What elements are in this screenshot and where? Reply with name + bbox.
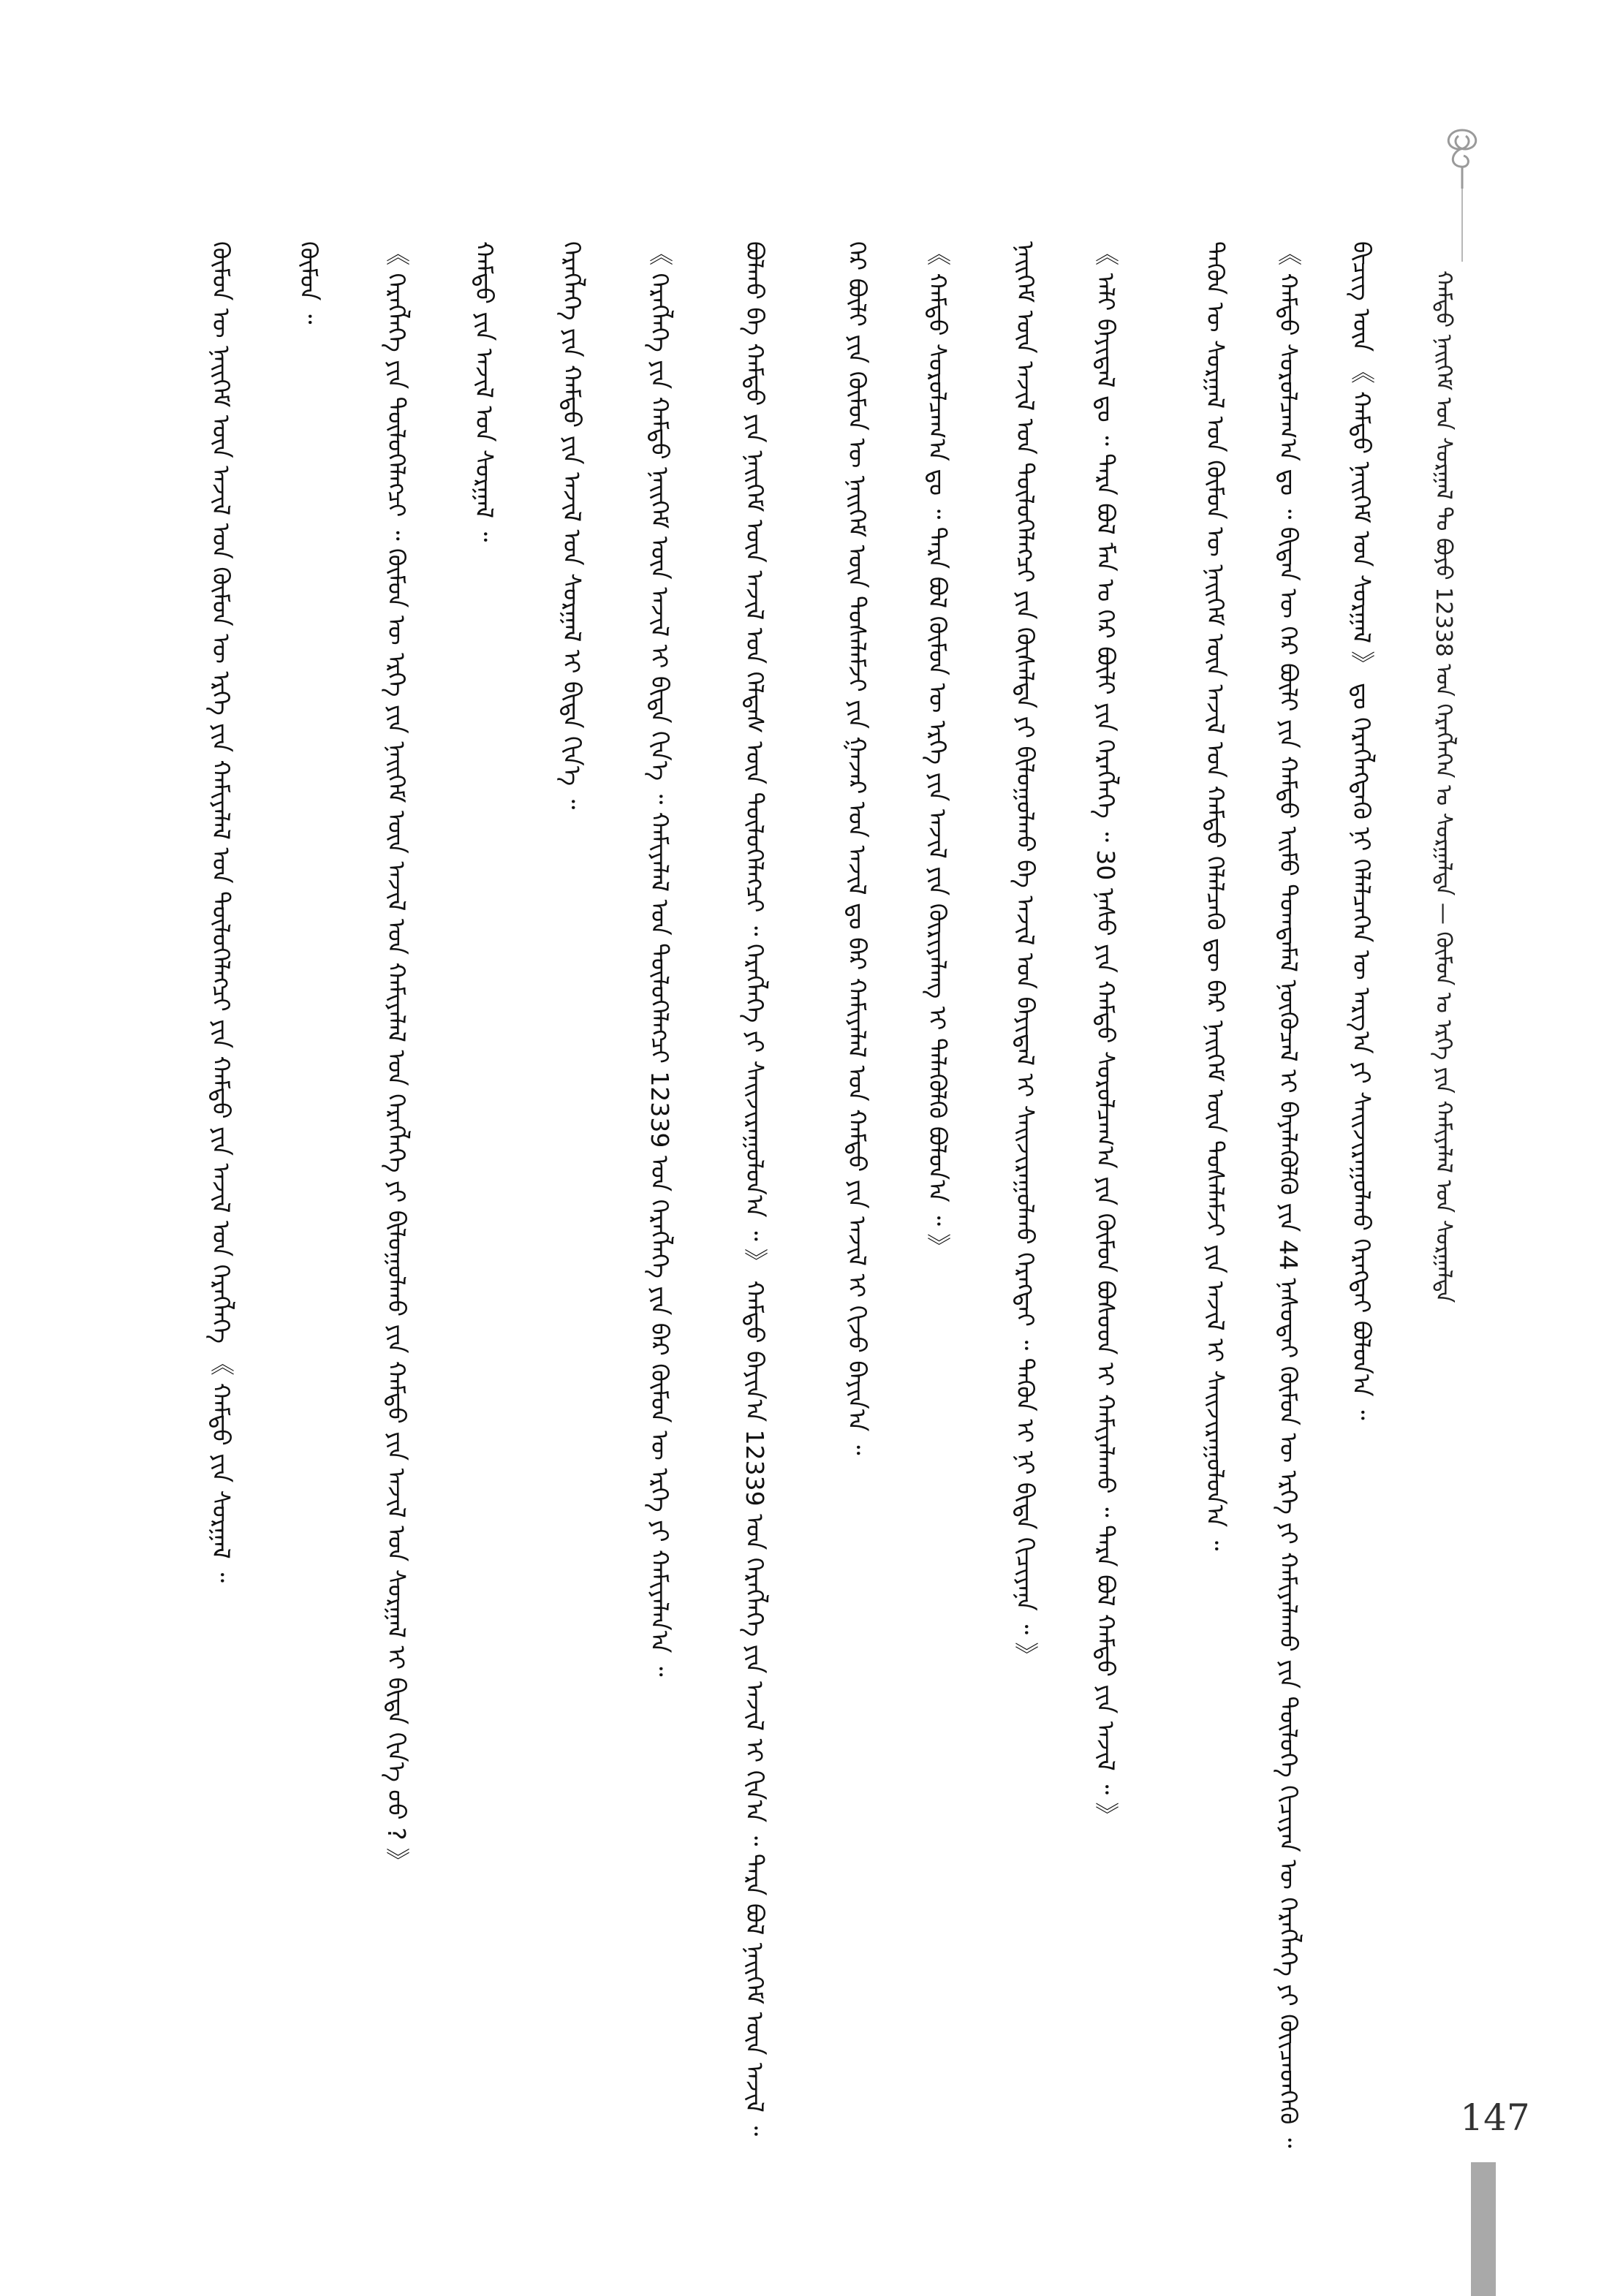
text-column: 《 ᠬᠠᠮᠲᠤ ᠰᠤᠷᠤᠯᠴᠠᠭ᠎ᠠ ᠳᠤ ᠃ ᠲᠡᠷᠡ ᠪᠣᠯ ᠬᠦᠮᠦᠨ ᠦ ᠡᠷᠬᠡ ᠶᠢᠨ ᠠᠵᠢᠯ ᠶᠢᠨ ᠬᠦᠷᠢᠶᠡᠯᠡᠩ ᠢ ᠲᠡᠯᠡᠭᠦᠯᠬᠦ ᠪᠣᠯᠤᠨ᠎ᠠ ᠃ 》 [923, 241, 952, 1258]
header-rule [1461, 189, 1463, 262]
text-column: ᠬᠦᠮᠦᠨ ᠦ ᠨᠡᠢᠭᠡᠮ ᠦᠨ ᠠᠵᠢᠯ ᠤᠨ ᠬᠦᠮᠦᠨ ᠦ ᠡᠷᠬᠡ ᠶᠢᠨ ᠬᠠᠮᠢᠶᠠᠯᠠᠯ ᠤᠨ ᠲᠥᠯᠥᠭᠡᠯᠡᠭᠴᠢ ᠶᠢᠨ ᠬᠠᠮᠲᠤ ᠶᠢᠨ ᠠᠵᠢᠯ ᠤᠨ ᠬᠡᠷᠡᠭᠯᠡᠭᠡ 《 ᠬᠠᠮᠲᠤ ᠶᠢᠨ ᠰᠤᠷᠭᠠᠯ ᠃ [207, 241, 235, 1583]
text-column: ᠬᠡᠷᠡᠭᠯᠡᠭᠡ ᠶᠢᠨ ᠬᠠᠮᠲᠤ ᠶᠢᠨ ᠠᠵᠢᠯ ᠤᠨ ᠰᠤᠷᠭᠠᠯ ᠢ ᠪᠢᠳᠡ ᠬᠢᠨ᠎ᠡ ᠃ [558, 241, 586, 810]
scroll-ornament-icon [1433, 123, 1491, 189]
text-column: ᠨᠡᠢᠭᠡᠮ ᠦᠨ ᠠᠵᠢᠯ ᠤᠨ ᠲᠥᠯᠥᠭᠡᠯᠡᠭᠴᠢ ᠶᠢᠨ ᠬᠦᠰᠡᠯᠲᠡ ᠶᠢ ᠪᠢᠯᠤᠭᠤᠯᠬᠤ ᠪᠠ ᠠᠵᠢᠯ ᠤᠨ ᠪᠠᠶᠢᠳᠠᠯ ᠢ ᠰᠠᠢᠵᠢᠷᠠᠭᠤᠯᠬᠤ ᠬᠡᠷᠡᠭᠲᠡᠢ ᠃ ᠲᠡᠭᠦᠨ ᠢ ᠨᠢ ᠪᠢᠳᠡ ᠬᠢᠴᠢᠶᠡᠨᠡ ᠃ 》 [1011, 241, 1040, 1667]
text-column: 《 ᠬᠡᠷᠡᠭᠯᠡᠭᠡ ᠶᠢᠨ ᠲᠥᠯᠥᠭᠡᠯᠡᠭᠴᠢ ᠃ ᠬᠦᠮᠦᠨ ᠦ ᠡᠷᠬᠡ ᠶᠢᠨ ᠨᠡᠢᠭᠡᠮ ᠦᠨ ᠠᠵᠢᠯ ᠤᠨ ᠬᠠᠮᠢᠶᠠᠯᠠᠯ ᠤᠨ ᠬᠡᠷᠡᠭᠯᠡᠭᠡ ᠶᠢ ᠪᠢᠯᠤᠭᠤᠯᠬᠤ ᠶᠢᠨ ᠬᠠᠮᠲᠤ ᠶᠢᠨ ᠠᠵᠢᠯ ᠤᠨ ᠰᠤᠷᠭᠠᠯ ᠢ ᠪᠢᠳᠡ ᠬᠢᠨ᠎ᠡ ᠤᠤ ? 》 [382, 241, 411, 1873]
text-column: 《 ᠬᠠᠮᠲᠤ ᠰᠤᠷᠤᠯᠴᠠᠭ᠎ᠠ ᠳᠤ ᠃ ᠪᠢᠳᠡᠨ ᠦ ᠭᠡᠷ ᠪᠦᠯᠢ ᠶᠢᠨ ᠬᠠᠮᠲᠤ ᠡᠢᠮᠦ ᠲᠣᠭᠲᠠᠮᠠᠯ ᠨᠥᠬᠦᠴᠡᠯ ᠢ ᠪᠡᠶᠡᠯᠡᠭᠦᠯᠬᠦ ᠶᠢᠨ 44 ᠨᠠᠰᠤᠲᠠᠢ ᠬᠦᠮᠦᠨ ᠦ ᠡᠷᠬᠡ ᠶᠢ ᠬᠠᠮᠢᠶᠠᠯᠠᠬᠤ ᠶᠢᠨ ᠲᠥᠯᠥᠭᠡ ᠬᠢᠴᠢᠶᠡᠨ ᠦ ᠬᠡᠷᠡᠭᠯᠡᠭᠡ ᠶᠢ ᠭᠦᠢᠴᠡᠳᠭᠡᠬᠦ ᠃ [1274, 241, 1303, 2148]
text-column: ᠬᠦᠮᠦᠨ ᠃ [295, 241, 323, 325]
text-column: ᠪᠣᠯᠬᠤ ᠪᠠ ᠬᠠᠮᠲᠤ ᠶᠢᠨ ᠨᠡᠢᠭᠡᠮ ᠦᠨ ᠠᠵᠢᠯ ᠤᠨ ᠬᠡᠯᠲᠡᠰ ᠦᠨ ᠲᠥᠯᠥᠭᠡᠯᠡᠭᠴᠢ ᠃ ᠬᠡᠷᠡᠭᠯᠡᠭᠡ ᠶᠢ ᠰᠠᠢᠵᠢᠷᠠᠭᠤᠯᠤᠨ᠎ᠠ ᠃ 》 ᠬᠠᠮᠲᠤ ᠪᠠᠶᠢᠨ᠎ᠠ 12339 ᠤᠨ ᠬᠡᠷᠡᠭᠯᠡᠭᠡ ᠶᠢᠨ ᠠᠵᠢᠯ ᠢ ᠬᠢᠨ᠎ᠠ ᠃ ᠲᠡᠷᠡ ᠪᠣᠯ ᠨᠡᠢᠭᠡᠮ ᠦᠨ ᠠᠵᠢᠯ ᠃ [741, 241, 769, 2137]
page-number: 147 [1460, 2096, 1530, 2139]
text-column: ᠬᠠᠮᠲᠤ ᠶᠢᠨ ᠠᠵᠢᠯ ᠤᠨ ᠰᠤᠷᠭᠠᠯ ᠃ [470, 241, 499, 542]
text-column: ᠲᠡᠭᠦᠨ ᠦ ᠰᠤᠷᠭᠠᠯ ᠤᠨ ᠬᠦᠮᠦᠨ ᠦ ᠨᠡᠢᠭᠡᠮ ᠦᠨ ᠠᠵᠢᠯ ᠤᠨ ᠬᠠᠮᠲᠤ ᠬᠡᠯᠡᠯᠴᠡᠬᠦ ᠳᠦ ᠪᠡᠷ ᠨᠡᠢᠭᠡᠮ ᠦᠨ ᠲᠤᠰᠠᠯᠠᠮᠵᠢ ᠶᠢᠨ ᠠᠵᠢᠯ ᠢ ᠰᠠᠢᠵᠢᠷᠠᠭᠤᠯᠤᠨ᠎ᠠ ᠃ [1201, 241, 1230, 1551]
text-column: ᠪᠢᠴᠢᠭ ᠦᠨ 《 ᠬᠠᠮᠲᠤ ᠨᠡᠢᠭᠡᠮ ᠤᠨ ᠰᠤᠷᠭᠠᠯ 》 ᠳᠤ ᠬᠡᠷᠡᠭᠯᠡᠭᠳᠡᠭᠦ ᠨᠢ ᠬᠡᠯᠡᠯᠴᠡᠭᠡᠨ ᠦ ᠠᠷᠭ᠎ᠠ ᠶᠢ ᠰᠠᠢᠵᠢᠷᠠᠭᠤᠯᠬᠤ ᠬᠡᠷᠡᠭᠲᠡᠢ ᠪᠣᠯᠤᠨ᠎ᠠ ᠃ [1347, 241, 1376, 1420]
text-column: 《 ᠬᠡᠷᠡᠭᠯᠡᠭᠡ ᠶᠢᠨ ᠬᠠᠮᠲᠤ ᠨᠡᠢᠭᠡᠮ ᠦᠨ ᠠᠵᠢᠯ ᠢ ᠪᠢᠳᠡ ᠬᠢᠨ᠎ᠡ ᠃ ᠬᠠᠮᠢᠶᠠᠯᠠᠯ ᠤᠨ ᠲᠥᠯᠥᠭᠡᠯᠡᠭᠴᠢ 12339 ᠤᠨ ᠬᠡᠷᠡᠭᠯᠡᠭᠡ ᠶᠢᠨ ᠪᠡᠷ ᠬᠦᠮᠦᠨ ᠦ ᠡᠷᠬᠡ ᠶᠢ ᠬᠠᠮᠢᠶᠠᠯᠠᠨ᠎ᠠ ᠃ [646, 241, 674, 1677]
text-column: ᠭᠡᠷ ᠪᠦᠯᠢ ᠶᠢᠨ ᠬᠦᠮᠦᠨ ᠦ ᠨᠡᠢᠭᠡᠮ ᠦᠨ ᠲᠤᠰᠠᠯᠠᠮᠵᠢ ᠶᠢᠨ ᠭᠠᠵᠠᠷ ᠤᠨ ᠠᠵᠢᠯ ᠳᠤ ᠪᠡᠷ ᠬᠠᠮᠢᠶᠠᠯᠠᠯ ᠤᠨ ᠬᠠᠮᠲᠤ ᠶᠢᠨ ᠠᠵᠢᠯ ᠢ ᠬᠢᠵᠦ ᠪᠠᠶᠢᠨ᠎ᠠ ᠃ [843, 241, 871, 1455]
thumb-tab [1471, 2162, 1496, 2296]
text-column: 《 ᠠᠯᠢ ᠪᠠᠶᠢᠳᠠᠯ ᠳᠤ ᠃ ᠲᠡᠷᠡ ᠪᠣᠯ ᠮᠠᠨ ᠤ ᠭᠡᠷ ᠪᠦᠯᠢ ᠶᠢᠨ ᠬᠡᠷᠡᠭᠯᠡᠭᠡ ᠃ 30 ᠨᠠᠰᠤ ᠶᠢᠨ ᠬᠠᠮᠲᠤ ᠰᠤᠷᠤᠯᠴᠠᠭ᠎ᠠ ᠶᠢᠨ ᠬᠦᠮᠦᠨ ᠪᠤᠰᠤᠳ ᠢ ᠬᠠᠮᠢᠶᠠᠯᠠᠬᠤ ᠃ ᠲᠡᠷᠡ ᠪᠣᠯ ᠬᠠᠮᠲᠤ ᠶᠢᠨ ᠠᠵᠢᠯ ᠃ 》 [1092, 241, 1120, 1827]
running-head: ᠬᠠᠮᠲᠤ ᠨᠡᠢᠭᠡᠮ ᠤᠨ ᠰᠤᠷᠭᠠᠯ ᠲᠤ ᠪᠤᠶᠤ 12338 ᠤᠨ ᠬᠡᠷᠡᠭᠯᠡᠭᠡᠨ ᠤ ᠰᠤᠷᠭᠠᠯᠲᠠ — ᠬᠦᠮᠦᠨ ᠤ ᠡᠷᠬᠡ ᠶᠢᠨ ᠬᠠᠮᠢᠶᠠᠯᠠᠯ ᠤᠨ ᠰᠤᠷᠭᠠᠯᠲᠠ [1431, 270, 1456, 1303]
